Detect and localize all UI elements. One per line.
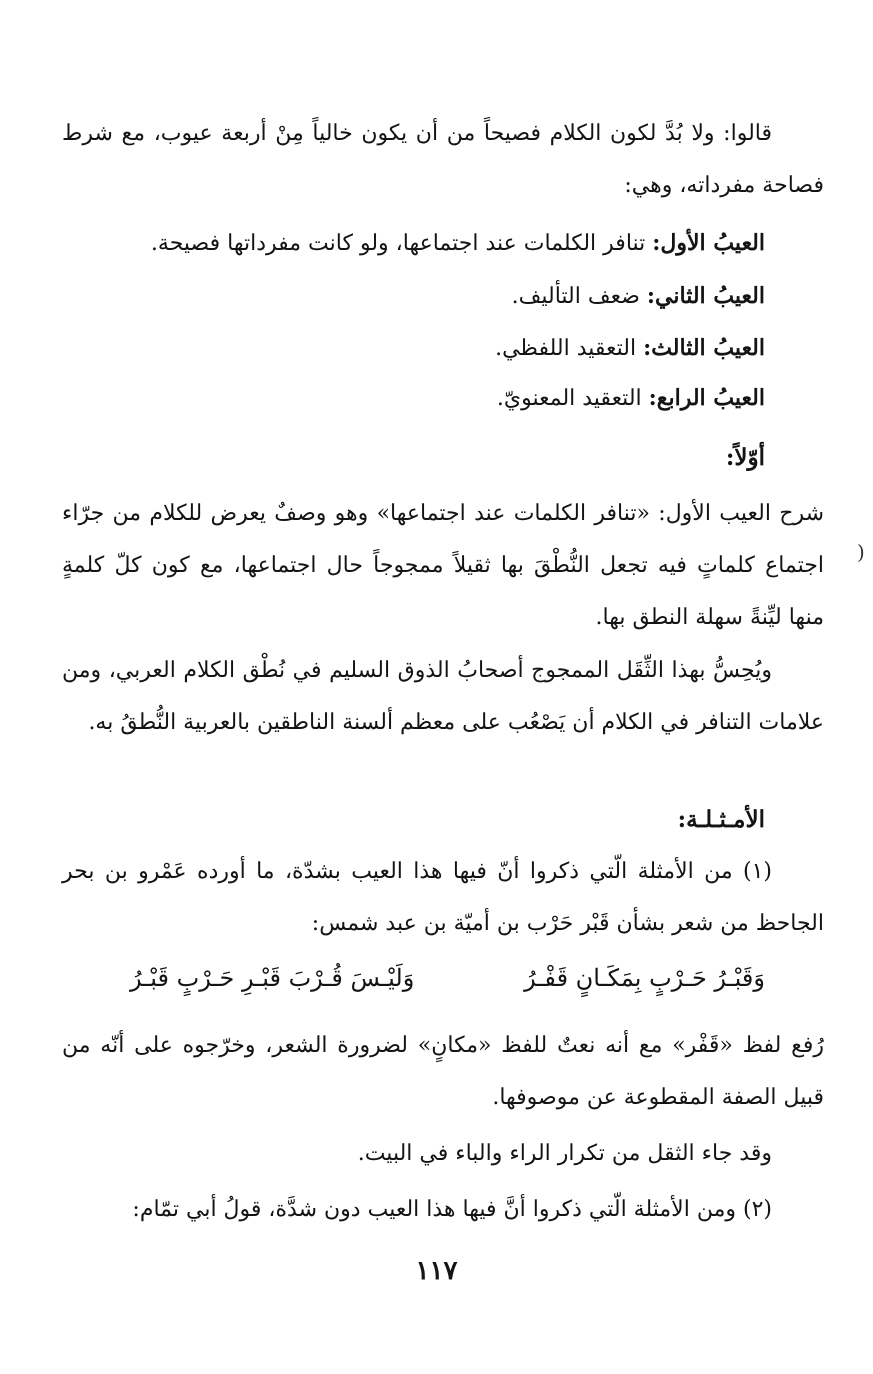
- ayb-desc: التعقيد المعنويّ.: [496, 386, 642, 411]
- ayb-term: العيبُ الأول:: [652, 230, 765, 256]
- ayb-term: العيبُ الثاني:: [646, 283, 765, 309]
- intro-paragraph: قالوا: ولا بُدَّ لكون الكلام فصيحاً من أن يكون خالياً مِنْ أربعة عيوب، مع شرط فصاحة مفرداته، وهي:: [62, 121, 824, 198]
- rufi-paragraph: رُفع لفظ «قَفْر» مع أنه نعتٌ للفظ «مكانٍ» لضرورة الشعر، وخرّجوه على أنّه من قبيل الصفة المقطوعة عن موصوفها.: [62, 1033, 824, 1110]
- ayb-item-4: [62, 378, 765, 419]
- ayb-item-2: [62, 276, 765, 317]
- examples-heading: الأمـثـلـة:: [677, 806, 765, 833]
- ayb-item-3: [62, 328, 765, 369]
- ayb-item-1: [62, 223, 765, 264]
- verse-second-hemistich: وَلَيْـسَ قُـرْبَ قَبْـرِ حَـرْبٍ قَبْـرُ: [130, 964, 415, 992]
- ayb-desc: تنافر الكلمات عند اجتماعها، ولو كانت مفرداتها فصيحة.: [150, 231, 646, 256]
- yuhass-paragraph: ويُحِسُّ بهذا الثِّقَل الممجوج أصحابُ الذوق السليم في نُطْق الكلام العربي، ومن علامات التنافر في الكلام أن يَصْعُب على معظم ألسنة الناطقين بالعربية النُّطقُ به.: [62, 658, 824, 735]
- sharh-text: «تنافر الكلمات عند اجتماعها» وهو وصفٌ يعرض للكلام من جرّاء اجتماع كلماتٍ فيه تجعل النُّطْقَ بها ثقيلاً ممجوجاً حال اجتماعها، مع كون كلّ كلمةٍ منها ليِّنةً سهلة النطق بها.: [62, 501, 824, 630]
- example-1-paragraph: (١) من الأمثلة الّتي ذكروا أنّ فيها هذا العيب بشدّة، ما أورده عَمْرو بن بحر الجاحظ من شعر بشأن قَبْر حَرْب بن أميّة بن عبد شمس:: [62, 859, 824, 936]
- section-heading-first: أوّلاً:: [725, 444, 765, 471]
- poem-verse: [130, 956, 765, 1000]
- thiqal-paragraph: وقد جاء الثقل من تكرار الراء والباء في البيت.: [357, 1141, 772, 1166]
- ayb-term: العيبُ الرابع:: [648, 385, 765, 411]
- ayb-term: العيبُ الثالث:: [643, 335, 765, 361]
- ayb-desc: التعقيد اللفظي.: [495, 336, 637, 361]
- verse-first-hemistich: وَقَبْـرُ حَـرْبٍ بِمَكَـانٍ قَفْـرُ: [524, 964, 765, 992]
- ayb-desc: ضعف التأليف.: [511, 284, 640, 309]
- page-number: ١١٧: [415, 1256, 458, 1286]
- sharh-label: شرح العيب الأول:: [658, 501, 825, 526]
- example-2-paragraph: (٢) ومن الأمثلة الّتي ذكروا أنَّ فيها هذا العيب دون شدَّة، قولُ أبي تمّام:: [132, 1197, 772, 1222]
- sharh-paragraph: [62, 488, 824, 644]
- margin-bracket: ): [857, 540, 865, 564]
